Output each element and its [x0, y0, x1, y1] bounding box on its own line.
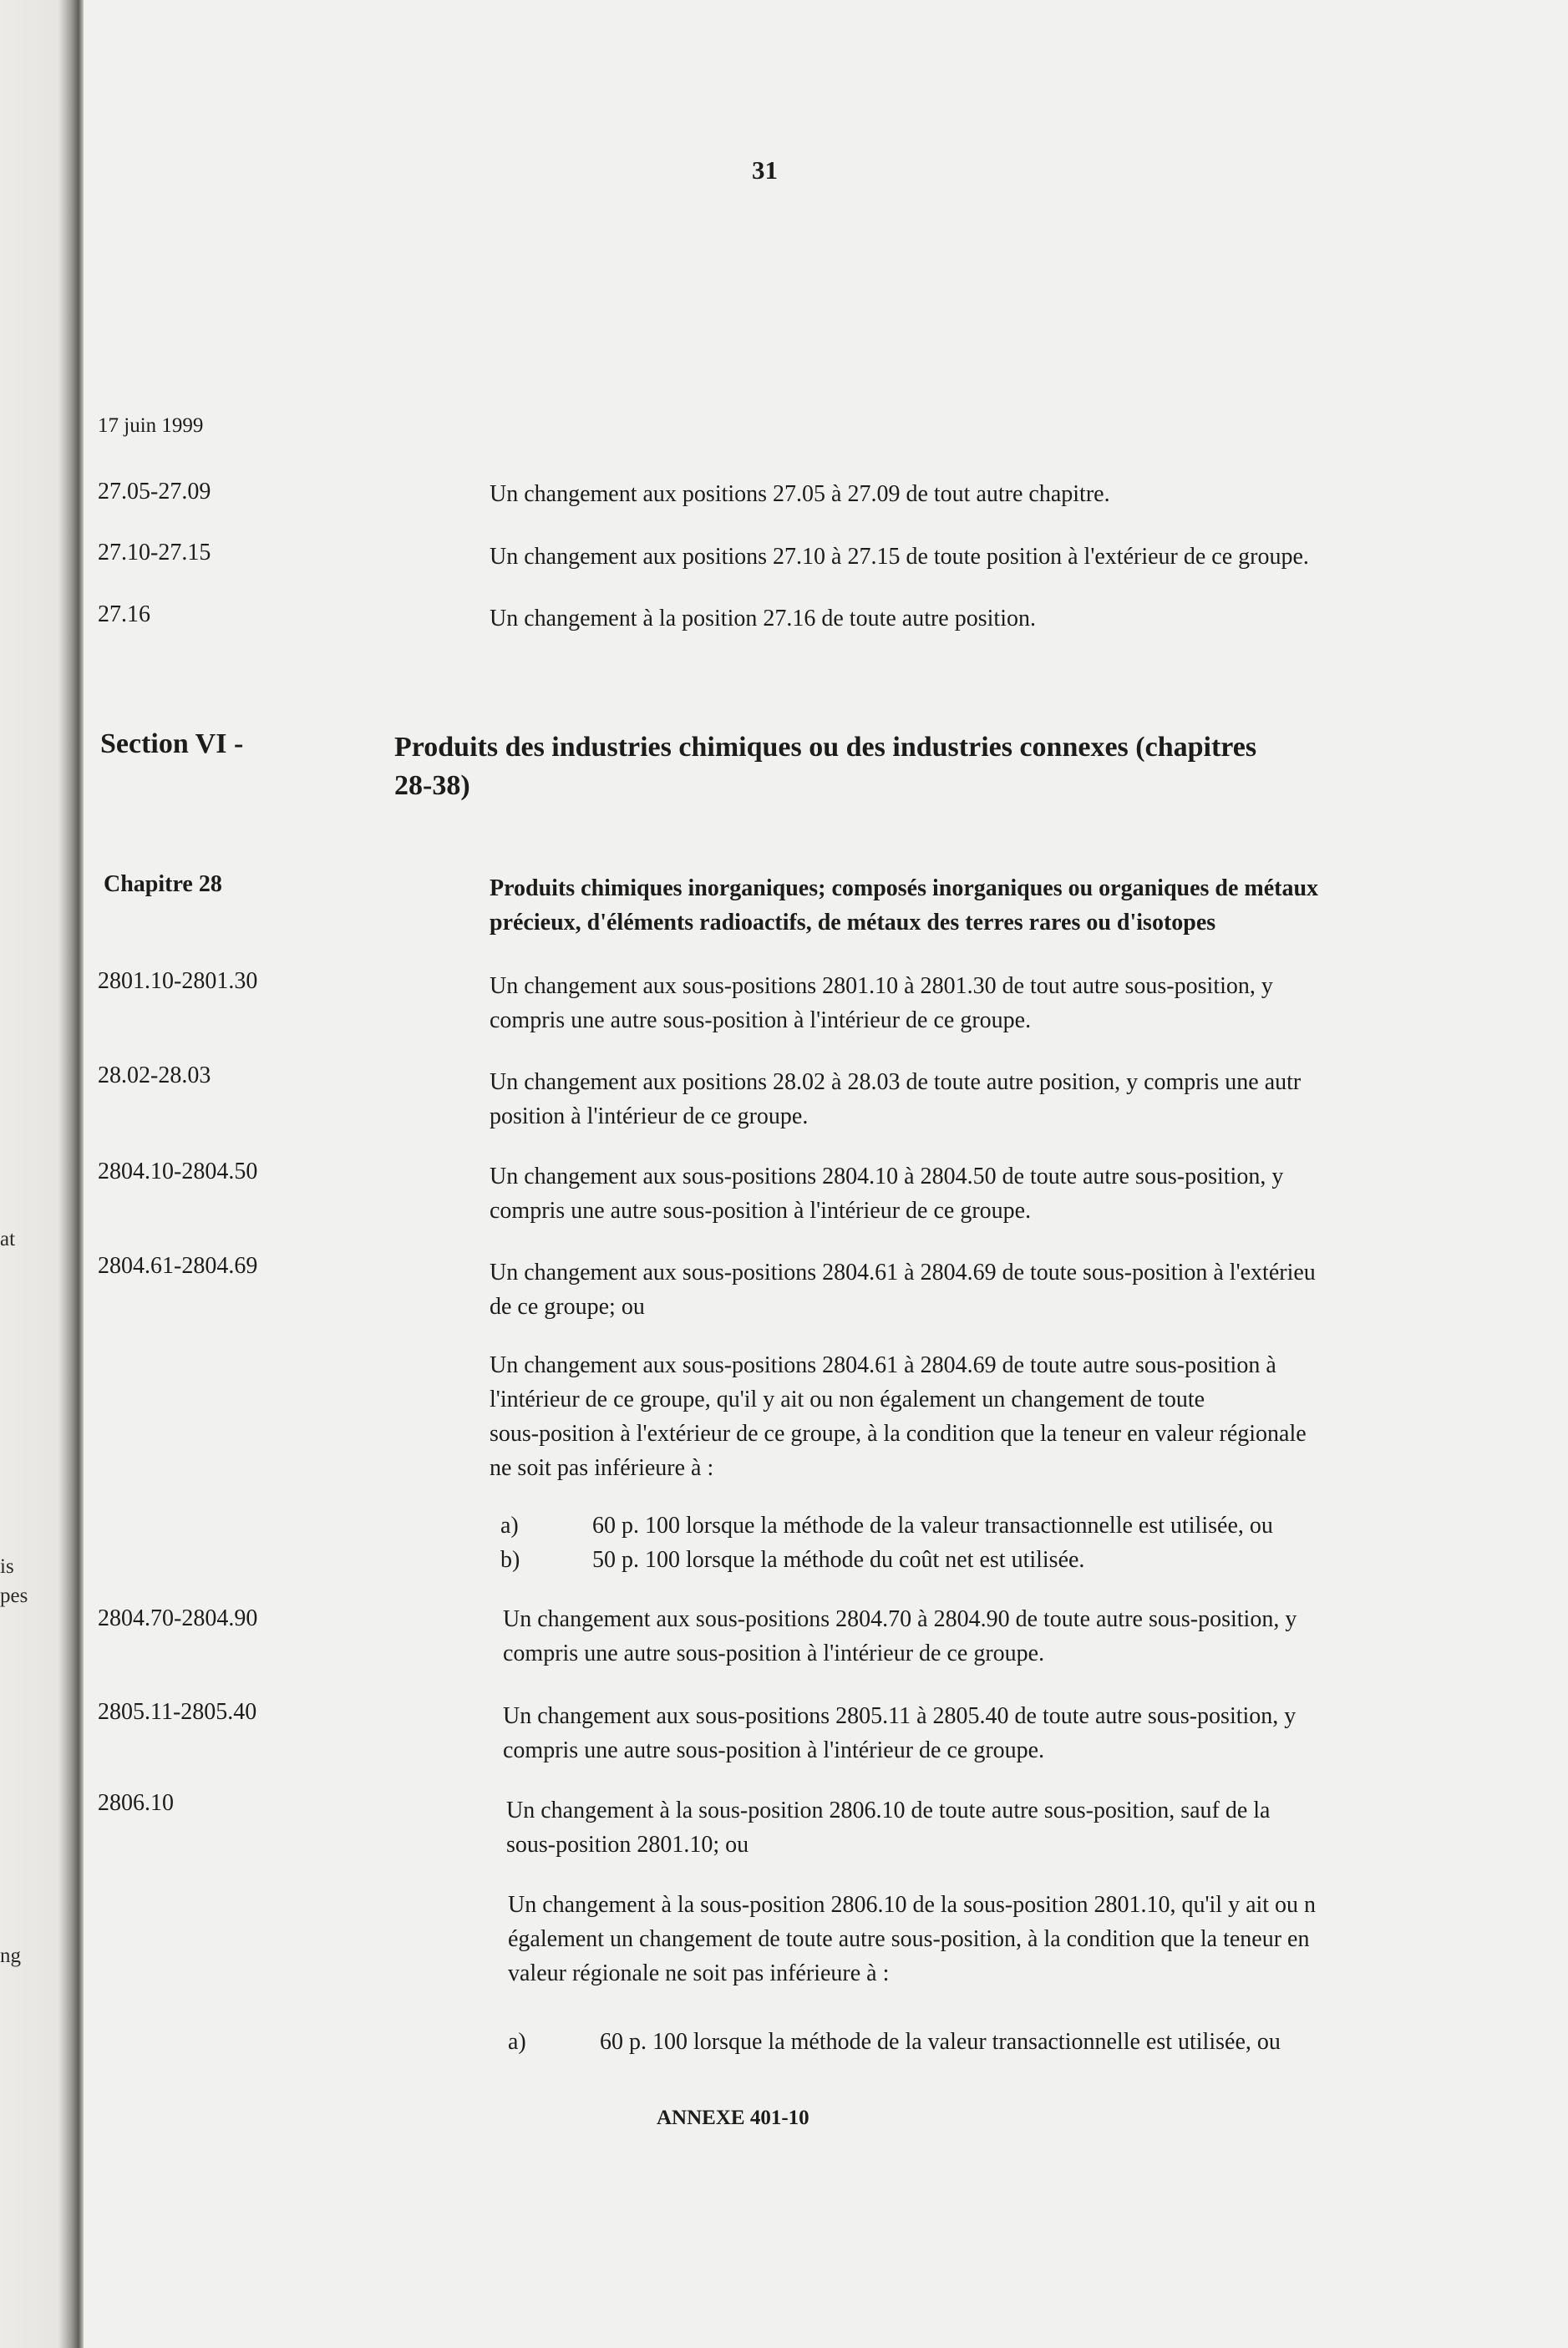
condition-label: b)	[500, 1547, 520, 1573]
tariff-code: 2804.61-2804.69	[98, 1253, 258, 1279]
annex-footer: ANNEXE 401-10	[657, 2107, 809, 2129]
rule-text	[490, 1159, 1467, 1228]
rule-line: ne soit pas inférieure à :	[490, 1455, 714, 1481]
condition-item	[500, 1509, 1273, 1543]
condition-item	[500, 1543, 1273, 1577]
section-title	[394, 728, 1480, 805]
rule-line: valeur régionale ne soit pas inférieure à :	[508, 1960, 890, 1986]
rule-text	[503, 1602, 1480, 1671]
rule-line: l'intérieur de ce groupe, qu'il y ait ou non également un changement de toute	[490, 1387, 1205, 1412]
rule-line: Un changement aux sous-positions 2801.10 à 2801.30 de tout autre sous-position, y	[490, 973, 1273, 999]
condition-label: a)	[500, 1513, 519, 1539]
condition-list	[508, 2025, 1281, 2059]
rule-line: Un changement aux sous-positions 2804.10 à 2804.50 de toute autre sous-position, y	[490, 1164, 1284, 1189]
chapter-title	[490, 871, 1467, 940]
rule-line: compris une autre sous-position à l'intérieur de ce groupe.	[503, 1641, 1045, 1666]
section-title-line: Produits des industries chimiques ou des industries connexes (chapitres	[394, 732, 1257, 763]
margin-fragment: pes	[0, 1585, 28, 1607]
rule-line: compris une autre sous-position à l'intérieur de ce groupe.	[490, 1007, 1032, 1033]
rule-line: Un changement aux sous-positions 2804.61 à 2804.69 de toute sous-position à l'extérieu	[490, 1260, 1316, 1286]
rule-line: Un changement aux sous-positions 2804.70 à 2804.90 de toute autre sous-position, y	[503, 1606, 1297, 1632]
rule-line: compris une autre sous-position à l'intérieur de ce groupe.	[490, 1198, 1032, 1224]
chapter-title-line: précieux, d'éléments radioactifs, de métaux des terres rares ou d'isotopes	[490, 910, 1216, 936]
rule-text: Un changement aux positions 27.10 à 27.15 de toute position à l'extérieur de ce groupe.	[490, 544, 1309, 570]
rule-text	[503, 1699, 1480, 1767]
book-spine-shadow	[0, 0, 84, 2348]
rule-line: Un changement à la sous-position 2806.10 de la sous-position 2801.10, qu'il y ait ou n	[508, 1892, 1317, 1918]
margin-fragment: is	[0, 1555, 14, 1578]
condition-text: 60 p. 100 lorsque la méthode de la valeur transactionnelle est utilisée, ou	[600, 2029, 1281, 2055]
tariff-code: 27.16	[98, 601, 150, 627]
tariff-code: 27.05-27.09	[98, 479, 211, 505]
rule-line: Un changement aux positions 28.02 à 28.03 de toute autre position, y compris une autr	[490, 1069, 1302, 1095]
tariff-code: 2801.10-2801.30	[98, 968, 258, 994]
margin-fragment: at	[0, 1228, 16, 1250]
page-number: 31	[752, 155, 778, 185]
condition-label: a)	[508, 2029, 526, 2055]
condition-item	[508, 2025, 1281, 2059]
rule-line: sous-position 2801.10; ou	[506, 1832, 749, 1858]
section-label: Section VI -	[100, 728, 244, 759]
chapter-label: Chapitre 28	[104, 871, 222, 897]
rule-line: de ce groupe; ou	[490, 1294, 645, 1320]
rule-line: Un changement aux sous-positions 2805.11 à 2805.40 de toute autre sous-position, y	[503, 1703, 1297, 1729]
rule-text: Un changement à la position 27.16 de toute autre position.	[490, 606, 1036, 631]
rule-line: Un changement à la sous-position 2806.10 de toute autre sous-position, sauf de la	[506, 1798, 1271, 1823]
tariff-code: 2805.11-2805.40	[98, 1699, 257, 1725]
rule-line: également un changement de toute autre sous-position, à la condition que la teneur en	[508, 1926, 1310, 1952]
document-date: 17 juin 1999	[98, 414, 204, 437]
rule-text	[490, 1348, 1467, 1485]
rule-line: Un changement aux sous-positions 2804.61 à 2804.69 de toute autre sous-position à	[490, 1352, 1276, 1378]
tariff-code: 2804.70-2804.90	[98, 1605, 258, 1631]
rule-line: compris une autre sous-position à l'intérieur de ce groupe.	[503, 1737, 1045, 1763]
margin-fragment: ng	[0, 1945, 21, 1967]
rule-text	[490, 1255, 1467, 1324]
condition-text: 60 p. 100 lorsque la méthode de la valeur transactionnelle est utilisée, ou	[592, 1513, 1273, 1539]
section-title-line: 28-38)	[394, 770, 470, 801]
chapter-title-line: Produits chimiques inorganiques; composés inorganiques ou organiques de métaux	[490, 875, 1319, 901]
tariff-code: 2806.10	[98, 1790, 174, 1816]
rule-text: Un changement aux positions 27.05 à 27.09 de tout autre chapitre.	[490, 481, 1110, 507]
tariff-code: 2804.10-2804.50	[98, 1159, 258, 1184]
condition-text: 50 p. 100 lorsque la méthode du coût net est utilisée.	[592, 1547, 1085, 1573]
rule-text	[490, 1065, 1467, 1133]
rule-text	[506, 1793, 1484, 1862]
rule-line: sous-position à l'extérieur de ce groupe, à la condition que la teneur en valeur régionale	[490, 1421, 1307, 1447]
condition-list	[500, 1509, 1273, 1577]
rule-line: position à l'intérieur de ce groupe.	[490, 1103, 809, 1129]
rule-text	[490, 969, 1467, 1037]
tariff-code: 27.10-27.15	[98, 540, 211, 565]
rule-text	[508, 1888, 1485, 1990]
tariff-code: 28.02-28.03	[98, 1062, 211, 1088]
